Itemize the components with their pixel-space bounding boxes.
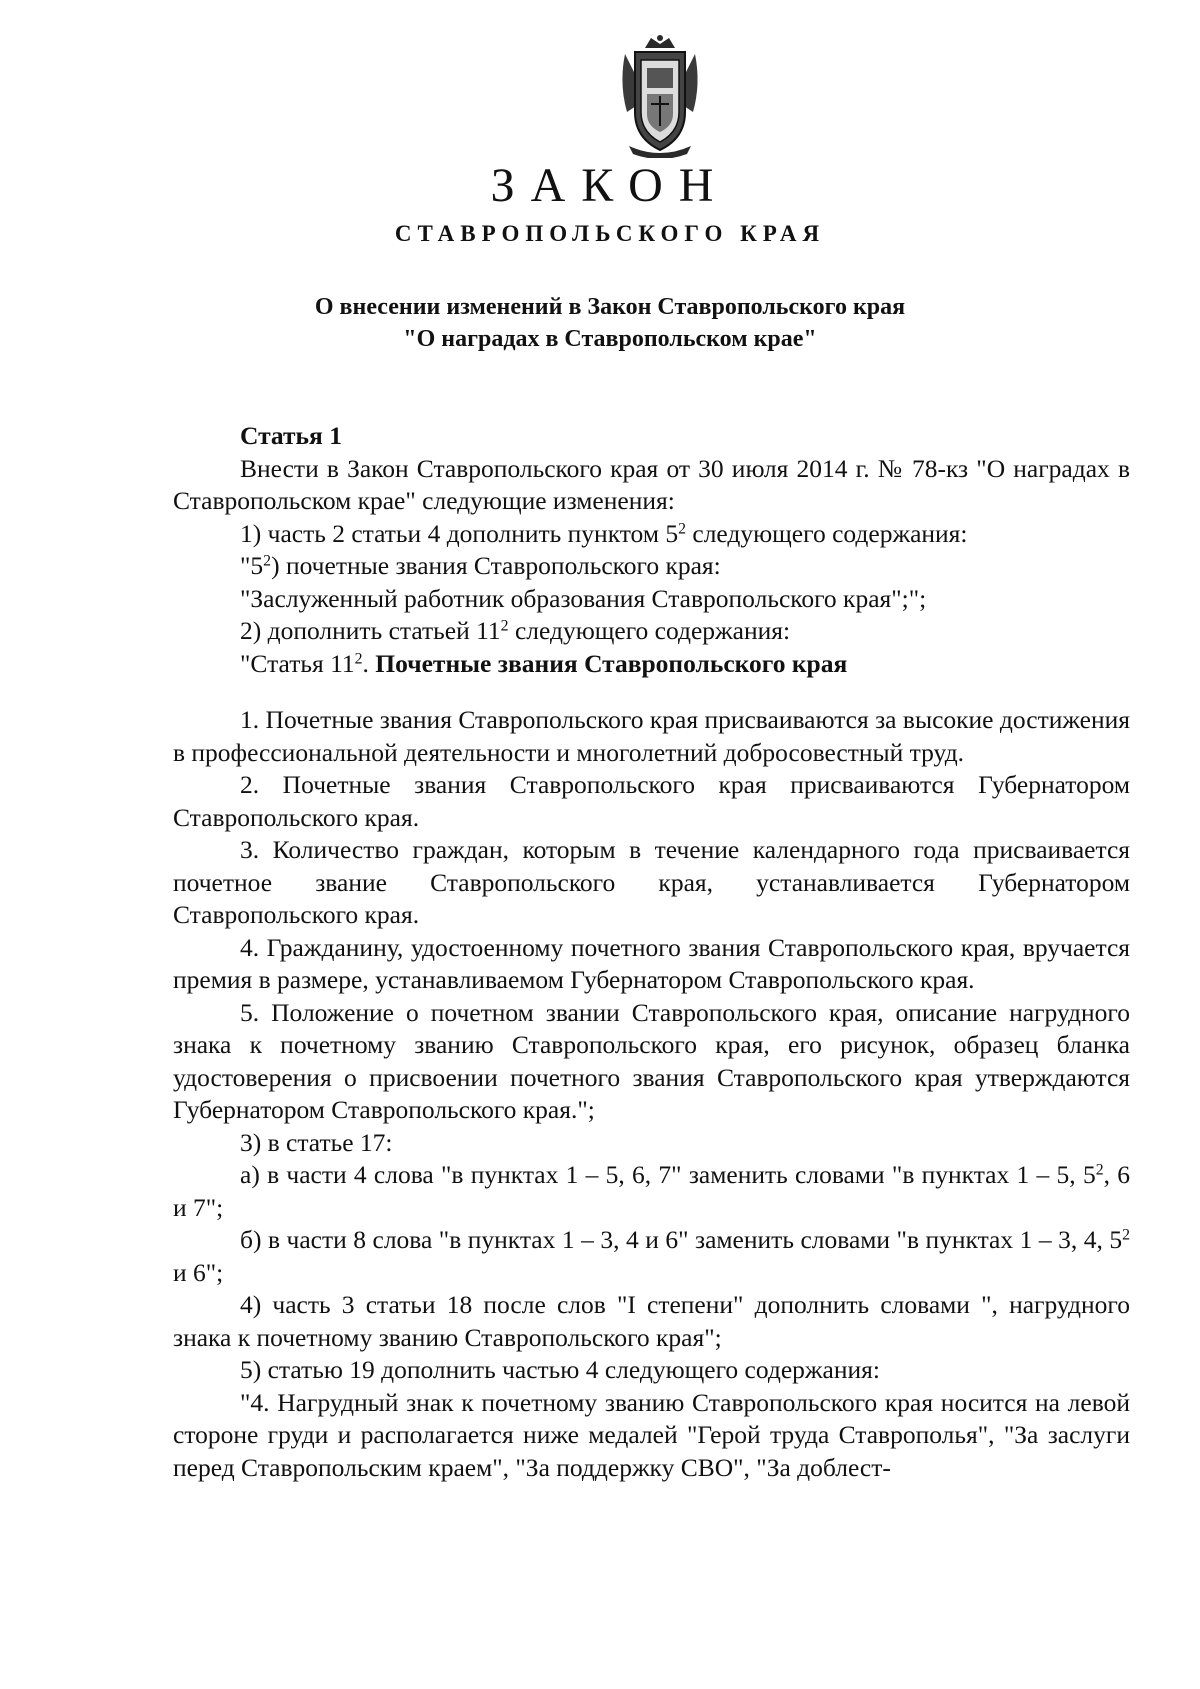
paragraph: 3) в статье 17: xyxy=(240,1127,393,1157)
paragraph: 1. Почетные звания Ставропольского края присваиваются за высокие достижения в профессиональной деятельности и многолетний добросовестный труд. xyxy=(173,705,1130,767)
article-heading: Статья 1 xyxy=(240,421,342,450)
paragraph: 3. Количество граждан, которым в течение календарного года присваивается почетное звание Ставропольского края, устанавливается Губернатором Ставропольского края. xyxy=(173,835,1130,929)
paragraph: 4. Гражданину, удостоенному почетного звания Ставропольского края, вручается премия в размере, устанавливаемом Губернатором Ставропольского края. xyxy=(173,932,1130,994)
new-article-heading: "Статья $11^2$. Почетные звания Ставропольского края xyxy=(240,648,848,678)
coat-of-arms-emblem xyxy=(617,34,703,158)
paragraph: 1) часть 2 статьи 4 дополнить пунктом $5^2$ следующего содержания: xyxy=(240,518,968,548)
paragraph: 5. Положение о почетном звании Ставропольского края, описание нагрудного знака к почетному званию Ставропольского края, его рисунок, образец бланка удостоверения о присвоении почетного звания Ставропольского края утверждаются Губернатором Ставропольского края."; xyxy=(173,997,1130,1124)
subject-line: О внесении изменений в Закон Ставропольского края xyxy=(314,294,906,320)
subject-line: "О наградах в Ставропольском крае" xyxy=(403,326,817,352)
paragraph: 4) часть 3 статьи 18 после слов "I степени" дополнить словами ", нагрудного знака к почетному званию Ставропольского края"; xyxy=(173,1290,1130,1352)
document-body xyxy=(173,420,1130,1484)
paragraph: а) в части 4 слова "в пунктах 1 – 5, 6, 7" заменить словами "в пунктах 1 – 5, $5^2$, 6 и 7"; xyxy=(173,1160,1131,1222)
paragraph: 2) дополнить статьей $11^2$ следующего содержания: xyxy=(240,616,791,645)
law-subject xyxy=(0,291,1200,355)
paragraph: Внести в Закон Ставропольского края от 30 июля 2014 г. № 78-кз "О наградах в Ставропольском крае" следующие изменения: xyxy=(173,453,1130,515)
paragraph: "$5^2$) почетные звания Ставропольского края: xyxy=(240,551,721,580)
law-title: ЗАКОН xyxy=(490,159,730,212)
paragraph: 2. Почетные звания Ставропольского края присваиваются Губернатором Ставропольского края. xyxy=(173,770,1130,832)
region-title: СТАВРОПОЛЬСКОГО КРАЯ xyxy=(394,221,826,246)
paragraph: "4. Нагрудный знак к почетному званию Ставропольского края носится на левой стороне груди и располагается ниже медалей "Герой труда Ставрополья", "За заслуги перед Ставропольским краем", "За поддержку СВО", "За доблест- xyxy=(173,1387,1130,1482)
paragraph: "Заслуженный работник образования Ставропольского края";"; xyxy=(240,583,927,613)
paragraph: 5) статью 19 дополнить частью 4 следующего содержания: xyxy=(240,1355,880,1384)
paragraph: б) в части 8 слова "в пунктах 1 – 3, 4 и 6" заменить словами "в пунктах 1 – 3, 4, $5^2$ и 6"; xyxy=(173,1225,1130,1287)
